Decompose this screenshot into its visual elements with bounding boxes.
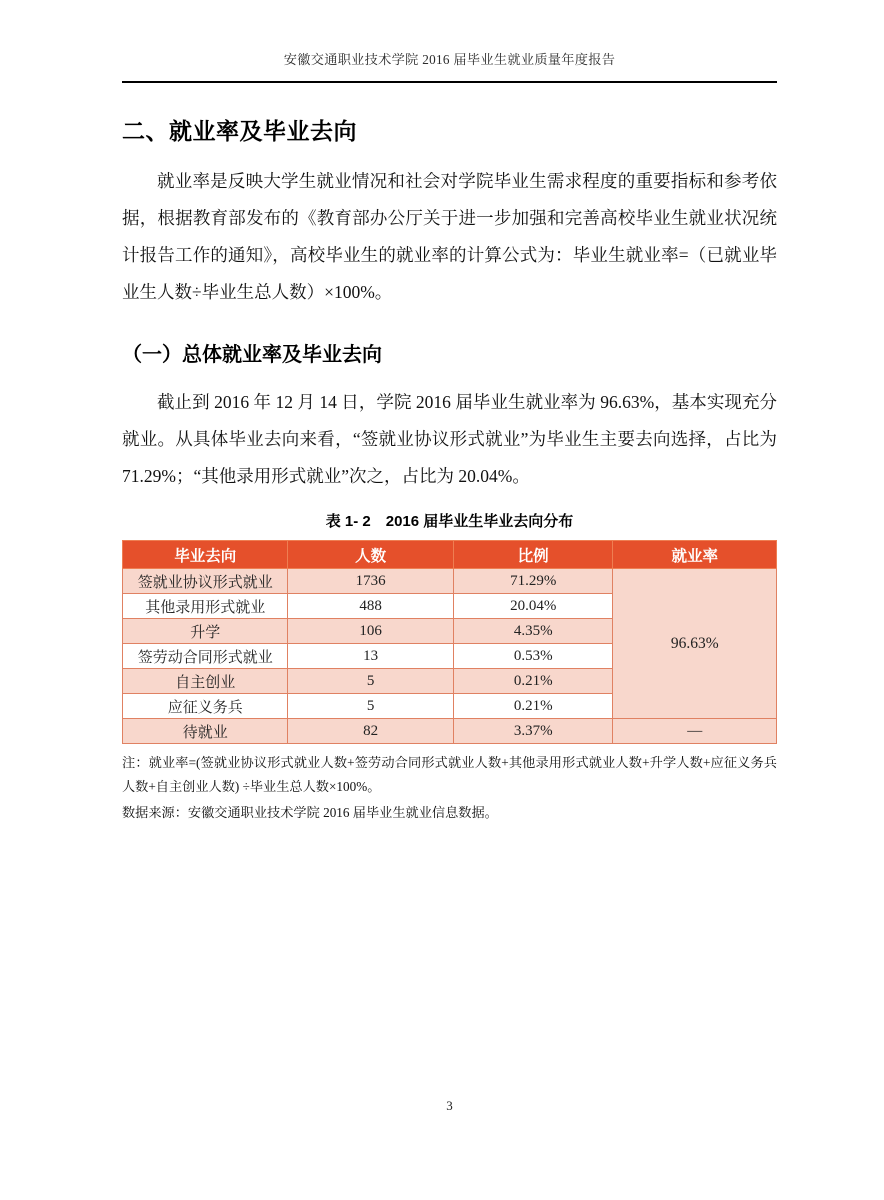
running-header-title: 安徽交通职业技术学院 2016 届毕业生就业质量年度报告 (283, 52, 616, 67)
cell-ratio: 3.37% (453, 719, 613, 744)
col-header-count: 人数 (288, 541, 453, 569)
table-header-row (123, 541, 777, 569)
cell-ratio: 4.35% (453, 619, 613, 644)
data-source-note: 数据来源：安徽交通职业技术学院 2016 届毕业生就业信息数据。 (122, 805, 498, 820)
running-header (122, 0, 777, 83)
cell-overall-employment-rate: 96.63% (613, 569, 777, 719)
subsection-paragraph: 截止到 2016 年 12 月 14 日，学院 2016 届毕业生就业率为 96.63%，基本实现充分就业。从具体毕业去向来看，“签就业协议形式就业”为毕业生主要去向选择，占比为 71.29%；“其他录用形式就业”次之，占比为 20.04%。 (122, 392, 777, 486)
cell-destination: 签就业协议形式就业 (123, 569, 288, 594)
document-content (122, 0, 777, 825)
cell-destination: 签劳动合同形式就业 (123, 644, 288, 669)
col-header-destination: 毕业去向 (123, 541, 288, 569)
cell-destination: 待就业 (123, 719, 288, 744)
graduation-destination-table (122, 540, 777, 744)
cell-count: 13 (288, 644, 453, 669)
section-paragraph: 就业率是反映大学生就业情况和社会对学院毕业生需求程度的重要指标和参考依据，根据教育部发布的《教育部办公厅关于进一步加强和完善高校毕业生就业状况统计报告工作的通知》，高校毕业生的就业率的计算公式为：毕业生就业率=（已就业毕业生人数÷毕业生总人数）×100%。 (122, 171, 777, 302)
cell-ratio: 71.29% (453, 569, 613, 594)
cell-count: 106 (288, 619, 453, 644)
col-header-ratio: 比例 (453, 541, 613, 569)
col-header-employment-rate: 就业率 (613, 541, 777, 569)
cell-ratio: 0.21% (453, 694, 613, 719)
subsection-heading: （一）总体就业率及毕业去向 (122, 344, 382, 366)
header-divider-line (122, 81, 777, 83)
table-note: 注：就业率=(签就业协议形式就业人数+签劳动合同形式就业人数+其他录用形式就业人数+升学人数+应征义务兵人数+自主创业人数) ÷毕业生总人数×100%。 (122, 755, 777, 794)
cell-destination: 升学 (123, 619, 288, 644)
cell-destination: 应征义务兵 (123, 694, 288, 719)
cell-count: 488 (288, 594, 453, 619)
table-row-signed-agreement (123, 569, 777, 594)
cell-count: 5 (288, 669, 453, 694)
table-caption: 表 1- 2 2016 届毕业生毕业去向分布 (325, 513, 574, 530)
cell-destination: 自主创业 (123, 669, 288, 694)
cell-count: 5 (288, 694, 453, 719)
cell-ratio: 0.21% (453, 669, 613, 694)
section-heading: 二、就业率及毕业去向 (122, 118, 357, 144)
table-row-pending-employment (123, 719, 777, 744)
cell-ratio: 0.53% (453, 644, 613, 669)
cell-destination: 其他录用形式就业 (123, 594, 288, 619)
cell-no-rate-dash: — (613, 719, 777, 744)
page-number: 3 (446, 1098, 453, 1113)
cell-count: 82 (288, 719, 453, 744)
cell-ratio: 20.04% (453, 594, 613, 619)
cell-count: 1736 (288, 569, 453, 594)
